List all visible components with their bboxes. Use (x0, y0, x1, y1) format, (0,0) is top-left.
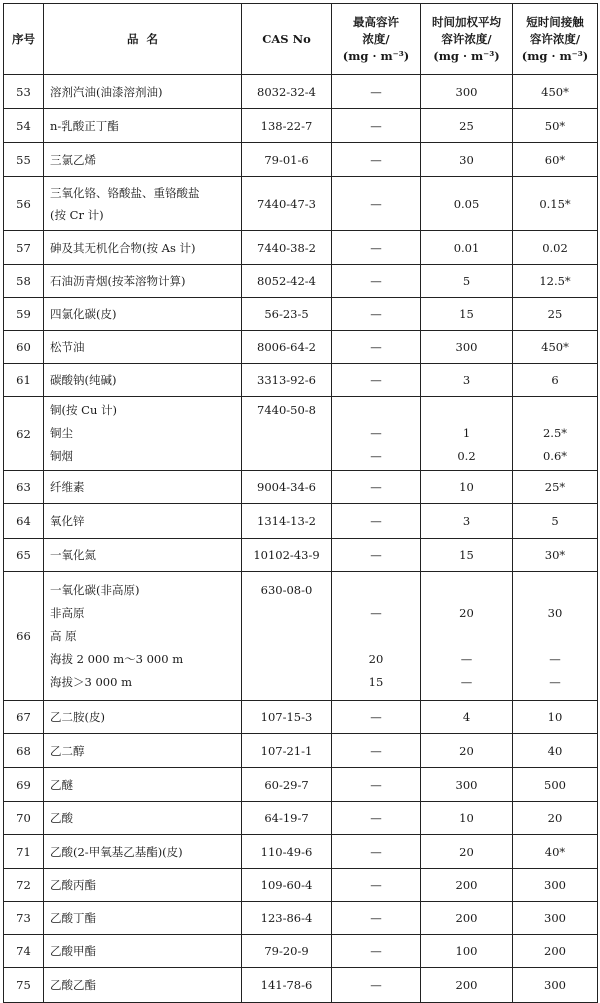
header-stel-line: 容许浓度/ (529, 31, 581, 46)
table-row (4, 701, 598, 734)
twa-value-cell: 10 (421, 802, 513, 835)
substance-name-cell: 四氯化碳(皮) (44, 298, 242, 331)
stel-value-line (516, 399, 594, 422)
twa-value-cell: 0.01 (421, 231, 513, 265)
cas-number-line (245, 671, 328, 694)
mac-value-cell: — (332, 701, 421, 734)
stel-value-cell: 5 (513, 504, 598, 539)
header-cas: CAS No (242, 4, 332, 75)
substance-name-cell (44, 572, 242, 701)
stel-value-cell: 300 (513, 968, 598, 1003)
substance-name-line: 高 原 (50, 628, 77, 643)
twa-value-cell: 20 (421, 835, 513, 869)
cas-number-line (245, 445, 328, 468)
cas-number-cell: 79-01-6 (242, 143, 332, 177)
row-number: 64 (4, 504, 44, 539)
stel-value-line: 0.6* (542, 449, 568, 463)
stel-value-cell: 300 (513, 902, 598, 935)
header-stel (513, 4, 598, 75)
substance-name-cell: 乙醚 (44, 768, 242, 802)
row-number: 72 (4, 869, 44, 902)
twa-value-cell: 4 (421, 701, 513, 734)
twa-value-line (424, 625, 509, 648)
cas-number-line: 7440-50-8 (257, 403, 316, 417)
page (3, 3, 598, 1003)
row-number: 66 (4, 572, 44, 701)
header-stel-line: (mg · m⁻³) (521, 48, 589, 63)
stel-value-cell: 12.5* (513, 265, 598, 298)
cas-number-cell: 109-60-4 (242, 869, 332, 902)
substance-name-cell (44, 177, 242, 231)
row-number: 55 (4, 143, 44, 177)
cas-number-cell: 9004-34-6 (242, 471, 332, 504)
mac-value-cell: — (332, 177, 421, 231)
mac-value-cell: — (332, 968, 421, 1003)
header-mac-line: 最高容许 (353, 14, 399, 29)
mac-value-line: 20 (368, 651, 384, 666)
mac-value-cell: — (332, 734, 421, 768)
table-row (4, 935, 598, 968)
cas-number-line (245, 648, 328, 671)
cas-number-cell: 7440-38-2 (242, 231, 332, 265)
header-twa (421, 4, 513, 75)
substance-name-line: 三氧化铬、铬酸盐、重铬酸盐 (50, 185, 200, 200)
mac-value-cell: — (332, 768, 421, 802)
substance-name-cell: 一氧化氮 (44, 539, 242, 572)
table-row (4, 968, 598, 1003)
row-number: 56 (4, 177, 44, 231)
twa-value-cell: 15 (421, 298, 513, 331)
table-row (4, 768, 598, 802)
table-row (4, 734, 598, 768)
cas-number-line (245, 422, 328, 445)
mac-value-cell: — (332, 471, 421, 504)
stel-value-cell: 20 (513, 802, 598, 835)
table-row (4, 471, 598, 504)
stel-value-line: 30 (547, 605, 563, 620)
table-row (4, 835, 598, 869)
row-number: 74 (4, 935, 44, 968)
substance-name-cell (44, 397, 242, 471)
substance-name-line: 海拔 2 000 m～3 000 m (50, 651, 184, 666)
table-row (4, 75, 598, 109)
mac-value-line: 15 (368, 674, 384, 689)
stel-value-cell: 25 (513, 298, 598, 331)
mac-value-line (335, 399, 417, 422)
twa-value-cell (421, 572, 513, 701)
twa-value-line (424, 579, 509, 602)
mac-value-cell: — (332, 331, 421, 364)
substance-name-cell: 氧化锌 (44, 504, 242, 539)
substance-name-cell: 溶剂汽油(油漆溶剂油) (44, 75, 242, 109)
twa-value-cell: 25 (421, 109, 513, 143)
row-number: 71 (4, 835, 44, 869)
cas-number-line (245, 602, 328, 625)
stel-value-cell: 6 (513, 364, 598, 397)
header-no: 序号 (4, 4, 44, 75)
stel-value-line (516, 625, 594, 648)
twa-value-cell: 300 (421, 75, 513, 109)
table-row (4, 331, 598, 364)
substance-name-line: 铜(按 Cu 计) (50, 403, 117, 417)
row-number: 60 (4, 331, 44, 364)
table-row (4, 109, 598, 143)
table-body (4, 75, 598, 1003)
cas-number-cell: 3313-92-6 (242, 364, 332, 397)
substance-name-line: 铜尘 (50, 426, 73, 440)
cas-number-cell: 107-21-1 (242, 734, 332, 768)
stel-value-line (516, 579, 594, 602)
substance-name-cell: 乙酸丙酯 (44, 869, 242, 902)
twa-value-cell (421, 397, 513, 471)
stel-value-cell: 0.15* (513, 177, 598, 231)
header-mac (332, 4, 421, 75)
substance-name-line: (按 Cr 计) (50, 207, 104, 222)
twa-value-cell: 15 (421, 539, 513, 572)
row-number: 62 (4, 397, 44, 471)
substance-name-cell: 石油沥青烟(按苯溶物计算) (44, 265, 242, 298)
row-number: 75 (4, 968, 44, 1003)
row-number: 68 (4, 734, 44, 768)
row-number: 67 (4, 701, 44, 734)
twa-value-line: — (460, 651, 473, 666)
stel-value-cell: 0.02 (513, 231, 598, 265)
stel-value-cell: 200 (513, 935, 598, 968)
substance-name-cell: 砷及其无机化合物(按 As 计) (44, 231, 242, 265)
cas-number-line: 630-08-0 (260, 582, 313, 597)
mac-value-line (335, 625, 417, 648)
mac-value-cell (332, 572, 421, 701)
header-twa-line: 时间加权平均 (432, 14, 501, 29)
stel-value-cell: 50* (513, 109, 598, 143)
substance-name-cell: 三氯乙烯 (44, 143, 242, 177)
stel-value-line: — (549, 674, 561, 689)
stel-value-cell: 30* (513, 539, 598, 572)
table-row (4, 231, 598, 265)
substance-name-cell: 乙二胺(皮) (44, 701, 242, 734)
row-number: 63 (4, 471, 44, 504)
header-name: 品 名 (44, 4, 242, 75)
cas-number-cell: 64-19-7 (242, 802, 332, 835)
stel-value-cell: 500 (513, 768, 598, 802)
exposure-limits-table (3, 3, 598, 1003)
stel-value-cell: 450* (513, 75, 598, 109)
cas-number-cell: 123-86-4 (242, 902, 332, 935)
mac-value-cell: — (332, 935, 421, 968)
mac-value-cell: — (332, 869, 421, 902)
mac-value-line: — (370, 605, 382, 620)
substance-name-cell: 乙酸(2-甲氧基乙基酯)(皮) (44, 835, 242, 869)
table-row (4, 902, 598, 935)
substance-name-line: 铜烟 (50, 449, 73, 463)
twa-value-cell: 3 (421, 364, 513, 397)
mac-value-cell: — (332, 231, 421, 265)
cas-number-cell (242, 572, 332, 701)
substance-name-line: 海拔＞3 000 m (50, 674, 132, 689)
twa-value-line: 20 (459, 605, 474, 620)
substance-name-cell: n-乳酸正丁酯 (44, 109, 242, 143)
twa-value-cell: 10 (421, 471, 513, 504)
cas-number-cell: 10102-43-9 (242, 539, 332, 572)
mac-value-cell: — (332, 835, 421, 869)
table-row (4, 177, 598, 231)
table-row (4, 298, 598, 331)
twa-value-line (424, 399, 509, 422)
mac-value-cell: — (332, 364, 421, 397)
row-number: 65 (4, 539, 44, 572)
stel-value-line: 2.5* (542, 426, 568, 440)
substance-name-cell: 乙酸乙酯 (44, 968, 242, 1003)
stel-value-cell (513, 572, 598, 701)
twa-value-cell: 5 (421, 265, 513, 298)
stel-value-cell: 450* (513, 331, 598, 364)
stel-value-cell (513, 397, 598, 471)
substance-name-cell: 松节油 (44, 331, 242, 364)
twa-value-line: — (460, 674, 473, 689)
stel-value-cell: 300 (513, 869, 598, 902)
mac-value-line: — (370, 426, 382, 440)
twa-value-cell: 30 (421, 143, 513, 177)
row-number: 61 (4, 364, 44, 397)
mac-value-cell: — (332, 802, 421, 835)
twa-value-cell: 0.05 (421, 177, 513, 231)
header-stel-line: 短时间接触 (526, 14, 584, 29)
substance-name-cell: 乙酸丁酯 (44, 902, 242, 935)
row-number: 69 (4, 768, 44, 802)
twa-value-cell: 300 (421, 331, 513, 364)
twa-value-cell: 200 (421, 968, 513, 1003)
cas-number-cell: 60-29-7 (242, 768, 332, 802)
mac-value-cell: — (332, 539, 421, 572)
table-row (4, 802, 598, 835)
stel-value-cell: 10 (513, 701, 598, 734)
table-header-row (4, 4, 598, 75)
header-mac-line: 浓度/ (362, 31, 390, 46)
row-number: 59 (4, 298, 44, 331)
mac-value-line: — (370, 449, 382, 463)
header-twa-line: 容许浓度/ (441, 31, 492, 46)
table-row (4, 265, 598, 298)
twa-value-cell: 100 (421, 935, 513, 968)
substance-name-cell: 纤维素 (44, 471, 242, 504)
table-row (4, 869, 598, 902)
substance-name-cell: 乙酸甲酯 (44, 935, 242, 968)
cas-number-cell: 1314-13-2 (242, 504, 332, 539)
table-row (4, 504, 598, 539)
cas-number-cell: 79-20-9 (242, 935, 332, 968)
header-twa-line: (mg · m⁻³) (433, 48, 500, 63)
twa-value-cell: 20 (421, 734, 513, 768)
twa-value-cell: 200 (421, 869, 513, 902)
cas-number-cell: 138-22-7 (242, 109, 332, 143)
substance-name-cell: 乙二醇 (44, 734, 242, 768)
twa-value-cell: 200 (421, 902, 513, 935)
cas-number-cell: 8052-42-4 (242, 265, 332, 298)
row-number: 58 (4, 265, 44, 298)
cas-number-cell: 141-78-6 (242, 968, 332, 1003)
row-number: 53 (4, 75, 44, 109)
table-row (4, 364, 598, 397)
cas-number-cell: 110-49-6 (242, 835, 332, 869)
cas-number-line (245, 625, 328, 648)
mac-value-cell: — (332, 298, 421, 331)
mac-value-cell: — (332, 265, 421, 298)
stel-value-cell: 40 (513, 734, 598, 768)
row-number: 57 (4, 231, 44, 265)
mac-value-cell: — (332, 504, 421, 539)
mac-value-cell: — (332, 902, 421, 935)
cas-number-cell: 7440-47-3 (242, 177, 332, 231)
mac-value-cell: — (332, 109, 421, 143)
table-row (4, 397, 598, 471)
row-number: 54 (4, 109, 44, 143)
twa-value-line: 1 (462, 426, 471, 440)
cas-number-cell: 8032-32-4 (242, 75, 332, 109)
stel-value-cell: 60* (513, 143, 598, 177)
mac-value-cell: — (332, 143, 421, 177)
twa-value-line: 0.2 (457, 449, 476, 463)
substance-name-line: 非高原 (50, 605, 85, 620)
table-row (4, 539, 598, 572)
stel-value-cell: 25* (513, 471, 598, 504)
cas-number-cell: 107-15-3 (242, 701, 332, 734)
row-number: 73 (4, 902, 44, 935)
mac-value-cell: — (332, 75, 421, 109)
row-number: 70 (4, 802, 44, 835)
stel-value-cell: 40* (513, 835, 598, 869)
substance-name-cell: 碳酸钠(纯碱) (44, 364, 242, 397)
cas-number-cell: 56-23-5 (242, 298, 332, 331)
cas-number-cell (242, 397, 332, 471)
cas-number-cell: 8006-64-2 (242, 331, 332, 364)
stel-value-line: — (549, 651, 561, 666)
substance-name-cell: 乙酸 (44, 802, 242, 835)
table-row (4, 572, 598, 701)
substance-name-line: 一氧化碳(非高原) (50, 582, 140, 597)
table-row (4, 143, 598, 177)
twa-value-cell: 300 (421, 768, 513, 802)
mac-value-line (335, 579, 417, 602)
mac-value-cell (332, 397, 421, 471)
header-mac-line: (mg · m⁻³) (342, 48, 410, 63)
twa-value-cell: 3 (421, 504, 513, 539)
